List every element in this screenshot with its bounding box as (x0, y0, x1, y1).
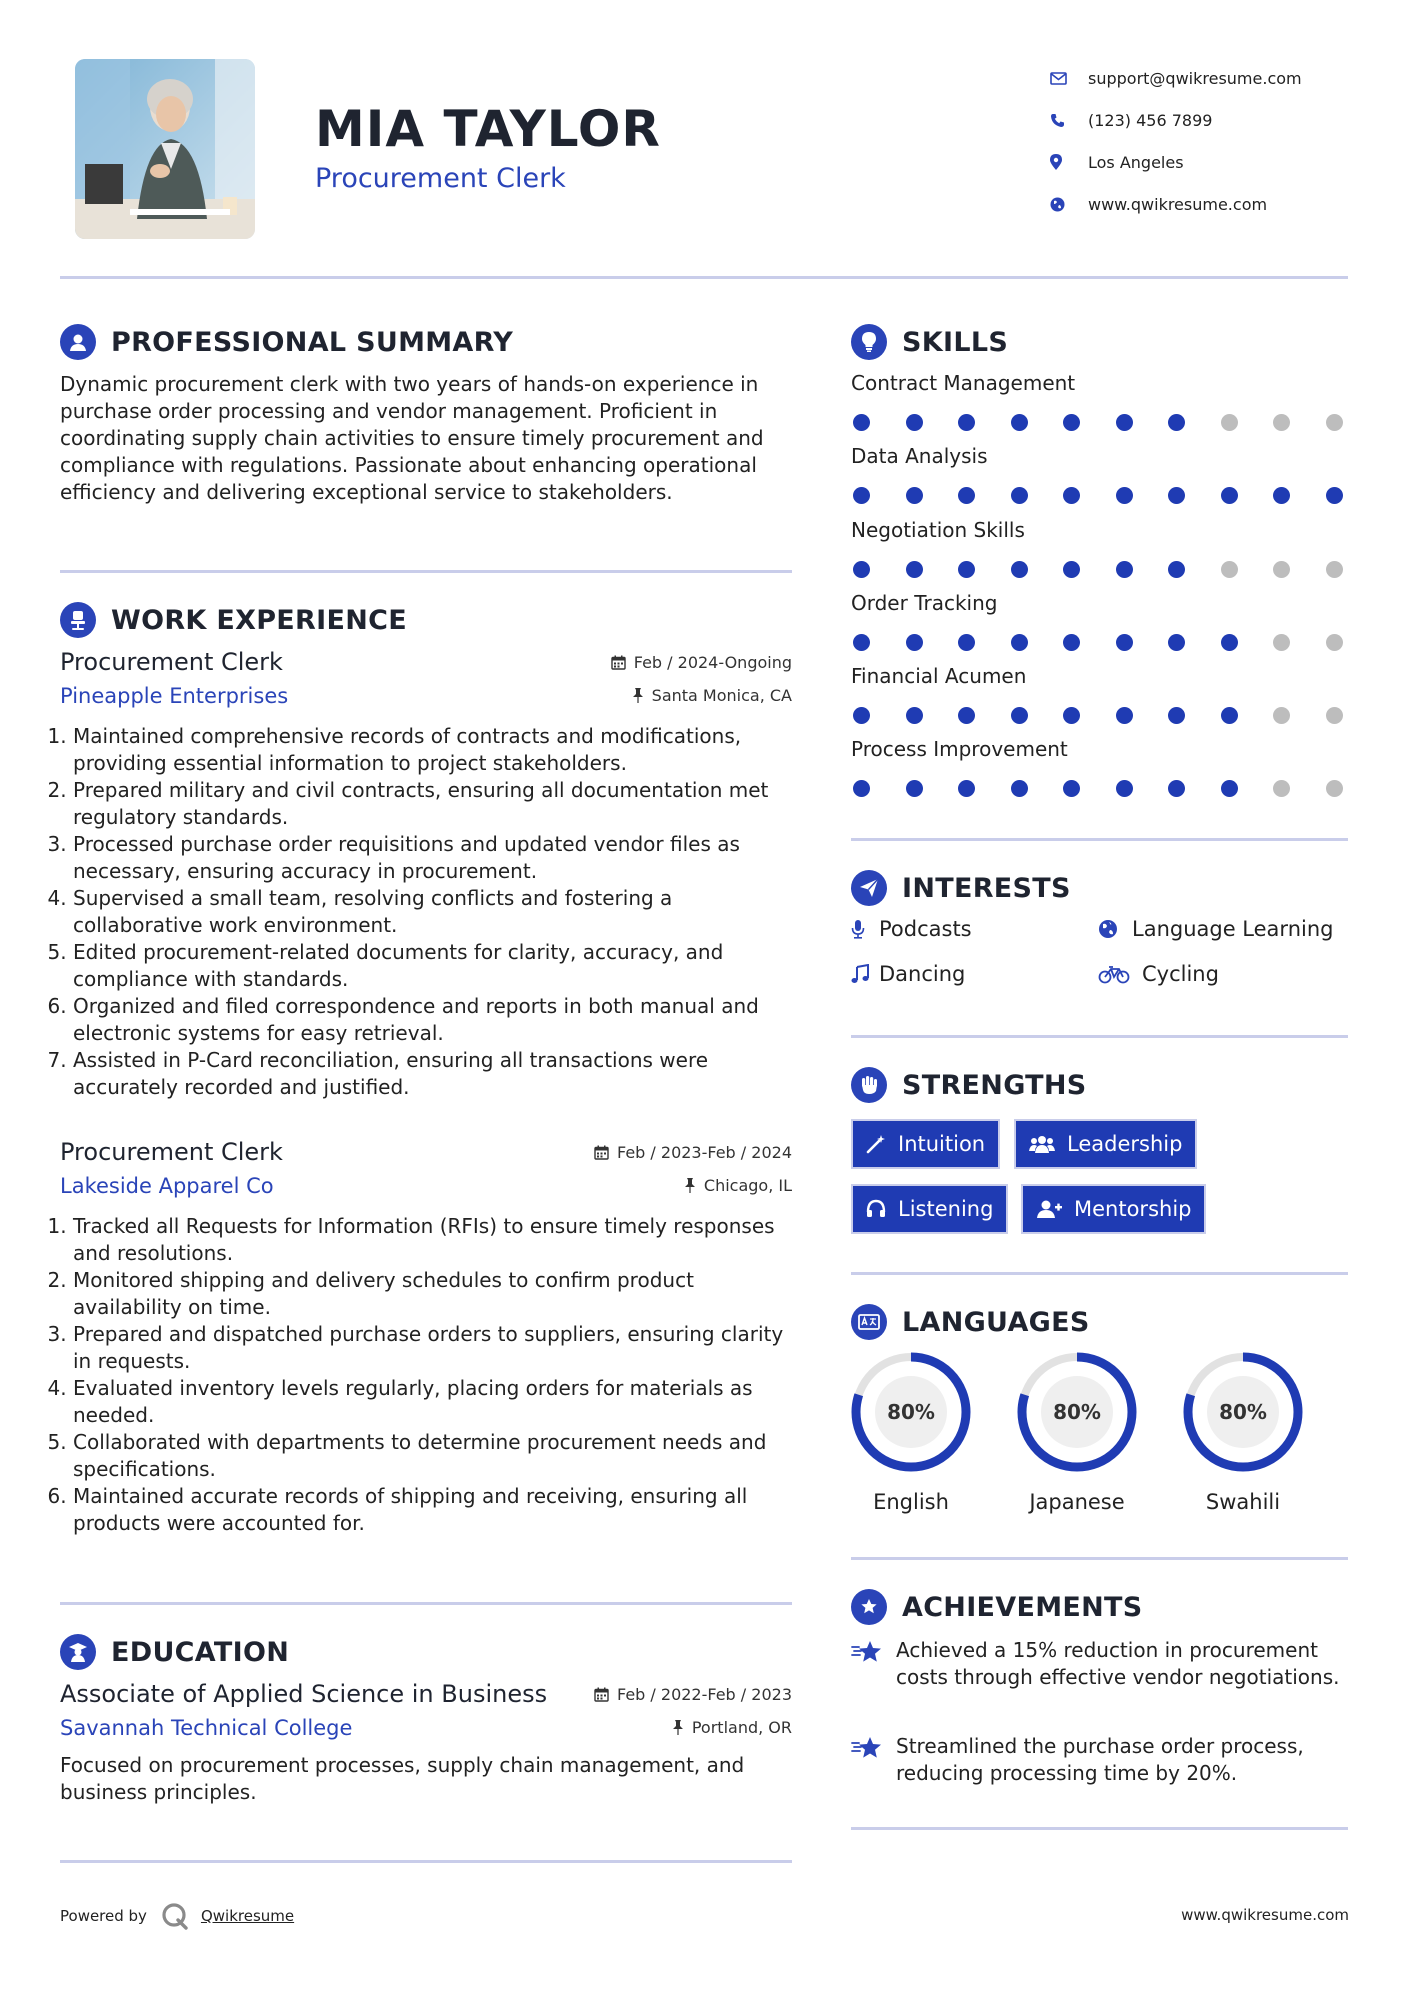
skill-dot-filled (1168, 634, 1185, 651)
chair-icon (60, 602, 96, 638)
job-location (632, 686, 792, 705)
skill-name: Financial Acumen (851, 664, 1027, 689)
duty-list (55, 723, 792, 1101)
strengths-title: STRENGTHS (902, 1069, 1087, 1101)
language-item (849, 1350, 973, 1514)
skill-dot-filled (958, 414, 975, 431)
skill-dot-empty (1326, 780, 1343, 797)
language-item (1181, 1350, 1305, 1514)
skill-dot-filled (906, 414, 923, 431)
achievements-title: ACHIEVEMENTS (902, 1591, 1143, 1623)
skill-dot-empty (1326, 634, 1343, 651)
language-name: Japanese (1029, 1490, 1125, 1514)
powered-by-label: Powered by (60, 1907, 147, 1925)
skill-dot-filled (1063, 634, 1080, 651)
skill-dot-filled (1011, 780, 1028, 797)
strength-label: Listening (898, 1197, 994, 1221)
skill-dot-filled (958, 707, 975, 724)
achievement-text: Achieved a 15% reduction in procurement costs through effective vendor negotiations. (896, 1638, 1340, 1689)
contact-website-text: www.qwikresume.com (1088, 194, 1268, 214)
skills-divider (851, 838, 1348, 841)
skill-item (851, 518, 1351, 591)
achievement-text: Streamlined the purchase order process, reducing processing time by 20%. (896, 1734, 1304, 1785)
languages-heading (851, 1304, 1090, 1340)
duty-item: 2. Prepared military and civil contracts, ensuring all documentation met regulatory standards. (73, 777, 792, 831)
award-star-icon (851, 1589, 887, 1625)
skill-dot-filled (1011, 707, 1028, 724)
skill-dot-filled (1116, 707, 1133, 724)
skill-dot-filled (958, 487, 975, 504)
header-divider (60, 276, 1348, 279)
language-progress-ring (1181, 1350, 1305, 1474)
contact-phone[interactable] (1050, 99, 1380, 141)
skill-dot-filled (1011, 487, 1028, 504)
language-percent: 80% (1053, 1400, 1101, 1424)
achievements-divider (851, 1827, 1348, 1830)
interest-item (851, 962, 965, 986)
interests-divider (851, 1035, 1348, 1038)
skill-dot-filled (958, 561, 975, 578)
skill-dot-filled (906, 707, 923, 724)
achievement-item (851, 1733, 1348, 1787)
skill-name: Data Analysis (851, 444, 988, 469)
contact-phone-text: (123) 456 7899 (1088, 110, 1213, 130)
language-name: English (873, 1490, 949, 1514)
contact-email-text: support@qwikresume.com (1088, 68, 1302, 88)
degree-title: Associate of Applied Science in Business (60, 1680, 548, 1708)
interest-label: Cycling (1142, 962, 1219, 986)
skill-dot-empty (1221, 414, 1238, 431)
qwikresume-logo-icon (161, 1902, 189, 1930)
bicycle-icon (1098, 964, 1142, 984)
duty-item: 6. Organized and filed correspondence and reports in both manual and electronic systems for easy retrieval. (73, 993, 792, 1047)
phone-icon (1050, 110, 1078, 130)
contact-location (1050, 141, 1380, 183)
education-location (672, 1718, 792, 1737)
school-name: Savannah Technical College (60, 1716, 353, 1740)
skill-name: Negotiation Skills (851, 517, 1025, 542)
language-name: Swahili (1205, 1490, 1281, 1514)
language-progress-ring (849, 1350, 973, 1474)
skill-dot-empty (1273, 707, 1290, 724)
summary-divider (60, 570, 792, 573)
duty-list (55, 1213, 792, 1537)
language-item (1015, 1350, 1139, 1514)
languages-title: LANGUAGES (902, 1306, 1090, 1338)
duty-item: 3. Processed purchase order requisitions and updated vendor files as necessary, ensuring accuracy in procurement. (73, 831, 792, 885)
company-name: Pineapple Enterprises (60, 684, 289, 708)
interest-item (1098, 917, 1333, 941)
strength-chip (1014, 1119, 1197, 1169)
skill-rating (853, 414, 1343, 431)
duty-item: 4. Evaluated inventory levels regularly, placing orders for materials as needed. (73, 1375, 792, 1429)
duty-item: 2. Monitored shipping and delivery schedules to confirm product availability on time. (73, 1267, 792, 1321)
candidate-name: MIA TAYLOR (315, 100, 661, 158)
user-icon (60, 324, 96, 360)
job-location-text: Santa Monica, CA (651, 686, 792, 705)
skill-item (851, 591, 1351, 664)
skill-dot-filled (1168, 414, 1185, 431)
skill-dot-filled (1116, 561, 1133, 578)
job-title: Procurement Clerk (60, 648, 283, 676)
skill-rating (853, 487, 1343, 504)
duty-item: 3. Prepared and dispatched purchase orders to suppliers, ensuring clarity in requests. (73, 1321, 792, 1375)
skill-dot-filled (1063, 561, 1080, 578)
duty-item: 6. Maintained accurate records of shipping and receiving, ensuring all products were accounted for. (73, 1483, 792, 1537)
education-entry (60, 1680, 792, 1806)
strength-chip (851, 1184, 1008, 1234)
duty-item: 7. Assisted in P-Card reconciliation, ensuring all transactions were accurately recorded and justified. (73, 1047, 792, 1101)
paper-plane-icon (851, 870, 887, 906)
work-divider (60, 1602, 792, 1605)
interest-label: Podcasts (879, 917, 972, 941)
job-location-text: Chicago, IL (703, 1176, 792, 1195)
skill-rating (853, 707, 1343, 724)
strengths-heading (851, 1067, 1087, 1103)
skills-list (851, 371, 1351, 811)
summary-title: PROFESSIONAL SUMMARY (111, 326, 514, 358)
skill-dot-filled (906, 634, 923, 651)
skill-dot-empty (1273, 780, 1290, 797)
skill-item (851, 371, 1351, 444)
magic-wand-icon (866, 1134, 886, 1154)
skill-rating (853, 780, 1343, 797)
skill-dot-filled (1011, 634, 1028, 651)
skill-dot-filled (1116, 487, 1133, 504)
envelope-icon (1050, 68, 1078, 88)
duty-item: 5. Edited procurement-related documents for clarity, accuracy, and compliance with standards. (73, 939, 792, 993)
skill-dot-filled (1063, 487, 1080, 504)
skill-dot-empty (1273, 561, 1290, 578)
brand-link[interactable]: Qwikresume (200, 1907, 295, 1925)
skill-dot-filled (853, 561, 870, 578)
skill-dot-empty (1326, 561, 1343, 578)
strength-label: Intuition (898, 1132, 986, 1156)
languages-divider (851, 1557, 1348, 1560)
duty-item: 4. Supervised a small team, resolving conflicts and fostering a collaborative work environment. (73, 885, 792, 939)
music-note-icon (851, 964, 879, 984)
skill-item (851, 664, 1351, 737)
fist-icon (851, 1067, 887, 1103)
skill-dot-filled (1273, 487, 1290, 504)
interest-item (851, 917, 972, 941)
skill-dot-empty (1221, 561, 1238, 578)
job-location (684, 1176, 792, 1195)
job-dates (611, 653, 792, 672)
skill-dot-filled (1116, 780, 1133, 797)
interest-label: Language Learning (1132, 917, 1334, 941)
skill-dot-filled (1063, 707, 1080, 724)
strength-chip (851, 1119, 1000, 1169)
skill-dot-filled (1011, 414, 1028, 431)
job-dates-text: Feb / 2024-Ongoing (633, 653, 792, 672)
languages-list (849, 1350, 1349, 1520)
skill-dot-filled (1221, 707, 1238, 724)
star-icon (851, 1637, 896, 1669)
education-divider (60, 1860, 792, 1863)
education-location-text: Portland, OR (691, 1718, 792, 1737)
calendar-icon (594, 1145, 609, 1160)
star-icon (851, 1733, 896, 1765)
skill-dot-filled (1168, 780, 1185, 797)
skill-dot-empty (1326, 414, 1343, 431)
interests-heading (851, 870, 1071, 906)
interests-title: INTERESTS (902, 872, 1071, 904)
work-heading (60, 602, 407, 638)
contact-website[interactable] (1050, 183, 1380, 225)
pushpin-icon (684, 1178, 696, 1193)
skill-dot-filled (1063, 414, 1080, 431)
skill-item (851, 737, 1351, 810)
interest-label: Dancing (879, 962, 966, 986)
microphone-icon (851, 919, 879, 939)
skill-dot-filled (958, 780, 975, 797)
skill-dot-empty (1273, 414, 1290, 431)
skills-title: SKILLS (902, 326, 1009, 358)
skill-dot-filled (1116, 634, 1133, 651)
strength-label: Leadership (1067, 1132, 1183, 1156)
skill-dot-empty (1273, 634, 1290, 651)
user-plus-icon (1036, 1199, 1062, 1219)
interest-item (1098, 962, 1219, 986)
job-dates-text: Feb / 2023-Feb / 2024 (617, 1143, 792, 1162)
skill-item (851, 444, 1351, 517)
skill-dot-filled (906, 780, 923, 797)
skill-dot-filled (853, 487, 870, 504)
contact-list (1050, 57, 1380, 225)
candidate-role: Procurement Clerk (315, 163, 566, 194)
strength-label: Mentorship (1074, 1197, 1192, 1221)
skill-dot-filled (958, 634, 975, 651)
skill-dot-filled (1116, 414, 1133, 431)
summary-text: Dynamic procurement clerk with two years of hands-on experience in purchase order processing and vendor management. Proficient in coordinating supply chain activities to ensure timely procurement and compliance with regulations. Passionate about enhancing operational efficiency and delivering exceptional service to stakeholders. (60, 372, 764, 504)
skill-dot-filled (1221, 780, 1238, 797)
duty-item: 1. Tracked all Requests for Information (RFIs) to ensure timely responses and resolutions. (73, 1213, 792, 1267)
skill-dot-empty (1326, 707, 1343, 724)
skill-dot-filled (1221, 487, 1238, 504)
calendar-icon (594, 1687, 609, 1702)
duty-item: 1. Maintained comprehensive records of contracts and modifications, providing essential information to project stakeholders. (73, 723, 792, 777)
language-icon (851, 1304, 887, 1340)
language-percent: 80% (1219, 1400, 1267, 1424)
calendar-icon (611, 655, 626, 670)
education-dates (594, 1685, 792, 1704)
job-dates (594, 1143, 792, 1162)
pushpin-icon (632, 688, 644, 703)
skill-dot-filled (1326, 487, 1343, 504)
footer-website[interactable]: www.qwikresume.com (1181, 1906, 1349, 1924)
education-title: EDUCATION (111, 1636, 290, 1668)
footer-powered-by (60, 1902, 294, 1930)
skill-dot-filled (1168, 487, 1185, 504)
globe-icon (1098, 919, 1132, 939)
language-percent: 80% (887, 1400, 935, 1424)
headphones-icon (866, 1199, 886, 1219)
job-title: Procurement Clerk (60, 1138, 283, 1166)
skill-dot-filled (853, 780, 870, 797)
skill-name: Process Improvement (851, 737, 1068, 762)
skill-dot-filled (1168, 707, 1185, 724)
duty-item: 5. Collaborated with departments to determine procurement needs and specifications. (73, 1429, 792, 1483)
education-heading (60, 1634, 289, 1670)
strengths-divider (851, 1272, 1348, 1275)
skill-dot-filled (906, 561, 923, 578)
achievement-item (851, 1637, 1348, 1691)
graduate-icon (60, 1634, 96, 1670)
globe-icon (1050, 194, 1078, 214)
skill-dot-filled (853, 707, 870, 724)
skill-dot-filled (906, 487, 923, 504)
users-icon (1029, 1134, 1055, 1154)
skill-dot-filled (1011, 561, 1028, 578)
summary-heading (60, 324, 513, 360)
language-progress-ring (1015, 1350, 1139, 1474)
skill-dot-filled (853, 634, 870, 651)
contact-location-text: Los Angeles (1088, 152, 1184, 172)
achievements-heading (851, 1589, 1143, 1625)
job-entry (60, 648, 792, 1101)
skill-name: Contract Management (851, 371, 1076, 395)
pushpin-icon (672, 1720, 684, 1735)
job-entry (60, 1138, 792, 1537)
map-pin-icon (1050, 152, 1078, 172)
strength-chip (1021, 1184, 1206, 1234)
lightbulb-icon (851, 324, 887, 360)
education-text: Focused on procurement processes, supply chain management, and business principles. (60, 1753, 745, 1804)
work-title: WORK EXPERIENCE (111, 604, 407, 636)
education-dates-text: Feb / 2022-Feb / 2023 (617, 1685, 792, 1704)
profile-photo (75, 59, 255, 239)
skill-dot-filled (853, 414, 870, 431)
contact-email[interactable] (1050, 57, 1380, 99)
skill-rating (853, 634, 1343, 651)
skill-name: Order Tracking (851, 590, 998, 615)
skill-rating (853, 561, 1343, 578)
skill-dot-filled (1168, 561, 1185, 578)
skills-heading (851, 324, 1008, 360)
company-name: Lakeside Apparel Co (60, 1174, 274, 1198)
skill-dot-filled (1221, 634, 1238, 651)
skill-dot-filled (1063, 780, 1080, 797)
